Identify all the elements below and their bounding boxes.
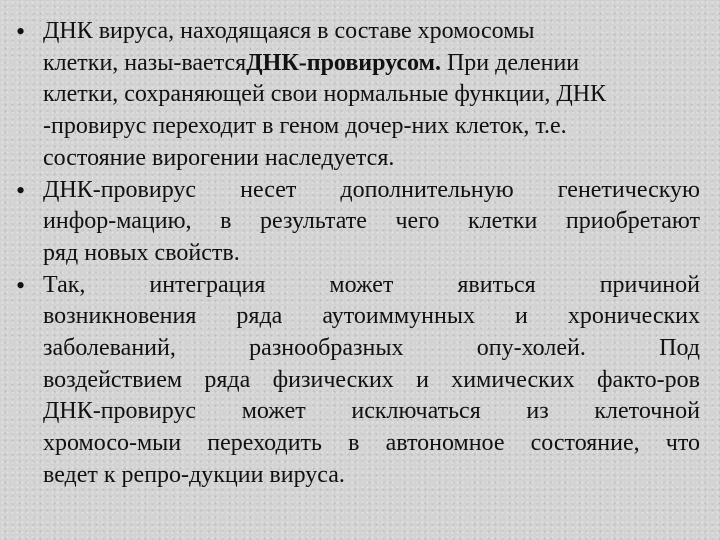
text-line: ряд новых свойств. — [43, 239, 240, 266]
bullet-dot: • — [16, 270, 26, 300]
text-line: ДНК-провирус может исключаться из клеточной — [43, 398, 700, 425]
text-line: хромосо-мыи переходить в автономное состояние, что — [43, 430, 700, 457]
bullet-dot: • — [16, 17, 26, 46]
text-run: При делении — [440, 49, 580, 76]
bullet-list — [14, 16, 700, 492]
text-line: воздействием ряда физических и химических факто-ров — [43, 366, 700, 393]
text-line: ДНК-провирус несет дополнительную генетическую — [43, 176, 700, 203]
text-run: клетки, назы-вается — [43, 49, 247, 76]
text-line — [43, 48, 700, 80]
bullet-dot: • — [16, 175, 26, 205]
text-line: -провирус переходит в геном дочер-них клеток, т.е. — [43, 113, 567, 140]
text-line: заболеваний, разнообразных опу-холей. Под — [43, 335, 700, 362]
bold-term: ДНК-провирусом. — [246, 49, 441, 76]
text-line: клетки, сохраняющей свои нормальные функции, ДНК — [43, 81, 607, 108]
text-line: ведет к репро-дукции вируса. — [43, 461, 345, 488]
bullet-item-3 — [14, 270, 700, 492]
text-line: возникновения ряда аутоиммунных и хронических — [43, 303, 700, 330]
bullet-item-1 — [14, 16, 700, 175]
text-line: инфор-мацию, в результате чего клетки приобретают — [43, 208, 700, 235]
text-line: состояние вирогении наследуется. — [43, 144, 395, 171]
bullet-item-2 — [14, 175, 700, 270]
text-line: Так, интеграция может явиться причиной — [43, 271, 700, 298]
text-line: ДНК вируса, находящаяся в составе хромосомы — [43, 18, 535, 44]
